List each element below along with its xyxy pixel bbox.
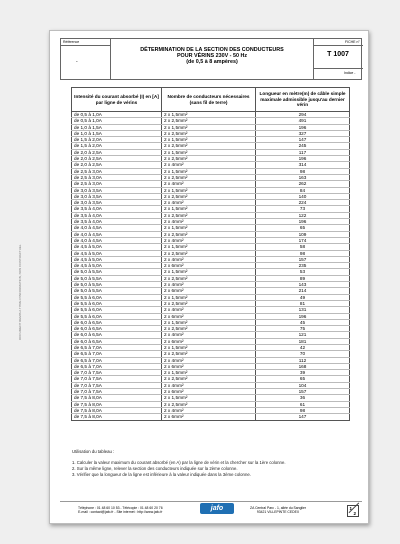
cell-current: de 5,0 à 5,5A — [72, 282, 162, 288]
cell-conductors: 2 x 2,5mm² — [162, 401, 256, 407]
cell-length: 131 — [256, 307, 350, 313]
cell-conductors: 2 x 6mm² — [162, 363, 256, 369]
cell-length: 224 — [256, 200, 350, 206]
fiche-code: T 1007 — [327, 51, 349, 58]
cell-current: de 4,5 à 5,0A — [72, 256, 162, 262]
cell-current: de 4,5 à 5,0A — [72, 263, 162, 269]
cell-current: de 0,5 à 1,0A — [72, 118, 162, 124]
cell-conductors: 2 x 6mm² — [162, 389, 256, 395]
cell-conductors: 2 x 1,5mm² — [162, 137, 256, 143]
cell-length: 245 — [256, 143, 350, 149]
cell-conductors: 2 x 4mm² — [162, 407, 256, 413]
cell-conductors: 2 x 2,5mm² — [162, 130, 256, 136]
cell-length: 163 — [256, 174, 350, 180]
cell-conductors: 2 x 2,5mm² — [162, 231, 256, 237]
cell-current: de 4,0 à 4,5A — [72, 231, 162, 237]
usage-notes — [72, 449, 357, 478]
footer — [60, 501, 362, 519]
cell-length: 262 — [256, 181, 350, 187]
cell-conductors: 2 x 2,5mm² — [162, 376, 256, 382]
cell-current: de 4,5 à 5,0A — [72, 250, 162, 256]
cell-conductors: 2 x 4mm² — [162, 219, 256, 225]
table-body — [72, 112, 350, 421]
cell-length: 196 — [256, 156, 350, 162]
cell-current: de 7,5 à 8,0A — [72, 395, 162, 401]
cell-conductors: 2 x 4mm² — [162, 307, 256, 313]
cell-length: 174 — [256, 237, 350, 243]
footer-contact — [78, 506, 163, 515]
cell-current: de 3,0 à 3,5A — [72, 193, 162, 199]
cell-current: de 4,0 à 4,5A — [72, 225, 162, 231]
cell-current: de 5,0 à 5,5A — [72, 288, 162, 294]
cell-length: 147 — [256, 137, 350, 143]
cell-length: 314 — [256, 162, 350, 168]
cell-current: de 1,5 à 2,0A — [72, 143, 162, 149]
cell-current: de 5,5 à 6,0A — [72, 300, 162, 306]
cell-conductors: 2 x 6mm² — [162, 338, 256, 344]
cell-conductors: 2 x 1,5mm² — [162, 269, 256, 275]
footer-address — [250, 506, 306, 515]
document-title — [113, 47, 311, 65]
cell-current: de 3,0 à 3,5A — [72, 187, 162, 193]
cell-length: 65 — [256, 225, 350, 231]
cell-conductors: 2 x 1,5mm² — [162, 206, 256, 212]
cell-current: de 3,5 à 4,0A — [72, 206, 162, 212]
cell-conductors: 2 x 2,5mm² — [162, 326, 256, 332]
cell-current: de 2,5 à 3,0A — [72, 181, 162, 187]
cell-conductors: 2 x 2,5mm² — [162, 193, 256, 199]
cell-conductors: 2 x 1,5mm² — [162, 395, 256, 401]
cell-length: 214 — [256, 288, 350, 294]
cell-conductors: 2 x 6mm² — [162, 313, 256, 319]
cell-current: de 7,5 à 8,0A — [72, 407, 162, 413]
footer-address-line-1: ZA Central Parc - 1, allée du Sanglier — [250, 506, 306, 510]
cell-length: 117 — [256, 149, 350, 155]
cell-current: de 2,5 à 3,0A — [72, 168, 162, 174]
cell-conductors: 2 x 1,5mm² — [162, 112, 256, 118]
cell-length: 49 — [256, 294, 350, 300]
cell-length: 84 — [256, 187, 350, 193]
cell-conductors: 2 x 2,5mm² — [162, 118, 256, 124]
cell-conductors: 2 x 2,5mm² — [162, 275, 256, 281]
cell-current: de 2,5 à 3,0A — [72, 174, 162, 180]
footer-phone: Téléphone : 01 48 60 10 53 - Télécopie : 01 48 60 20 76 — [78, 506, 163, 510]
side-disclaimer: DOCUMENT REMIS A TITRE D'INFORMATION, NON CONTRACTUEL — [18, 244, 22, 340]
cell-length: 42 — [256, 344, 350, 350]
cell-current: de 3,5 à 4,0A — [72, 219, 162, 225]
cell-length: 235 — [256, 263, 350, 269]
cell-current: de 6,0 à 6,5A — [72, 326, 162, 332]
cell-current: de 7,0 à 7,5A — [72, 389, 162, 395]
usage-step: 1. Calculer la valeur maximum du courant absorbé (en A) par la ligne de vérin et la chercher sur la 1ère colonne. — [72, 460, 286, 465]
cell-current: de 3,5 à 4,0A — [72, 212, 162, 218]
cell-current: de 5,5 à 6,0A — [72, 307, 162, 313]
reference-label: Référence — [63, 40, 80, 44]
header-box — [60, 38, 362, 80]
cell-current: de 6,0 à 6,5A — [72, 332, 162, 338]
column-header-conductors: Nombre de conducteurs nécessaires (sans fil de terre) — [162, 88, 256, 112]
cell-current: de 7,0 à 7,5A — [72, 382, 162, 388]
cell-conductors: 2 x 4mm² — [162, 332, 256, 338]
cell-conductors: 2 x 4mm² — [162, 237, 256, 243]
cell-current: de 0,5 à 1,0A — [72, 112, 162, 118]
reference-value: - — [76, 59, 78, 65]
cell-conductors: 2 x 6mm² — [162, 288, 256, 294]
cell-length: 70 — [256, 351, 350, 357]
cell-conductors: 2 x 2,5mm² — [162, 300, 256, 306]
cell-conductors: 2 x 2,5mm² — [162, 212, 256, 218]
cell-length: 98 — [256, 168, 350, 174]
cell-conductors: 2 x 6mm² — [162, 414, 256, 420]
cell-conductors: 2 x 4mm² — [162, 357, 256, 363]
cell-length: 121 — [256, 332, 350, 338]
cell-conductors: 2 x 4mm² — [162, 162, 256, 168]
cell-conductors: 2 x 6mm² — [162, 263, 256, 269]
cell-conductors: 2 x 1,5mm² — [162, 244, 256, 250]
document-sheet — [49, 30, 369, 524]
cell-current: de 6,5 à 7,0A — [72, 357, 162, 363]
cell-length: 143 — [256, 282, 350, 288]
cell-length: 181 — [256, 338, 350, 344]
cell-conductors: 2 x 4mm² — [162, 282, 256, 288]
cell-length: 147 — [256, 414, 350, 420]
cell-length: 196 — [256, 124, 350, 130]
cell-current: de 2,0 à 2,5A — [72, 149, 162, 155]
cell-conductors: 2 x 2,5mm² — [162, 250, 256, 256]
cell-length: 157 — [256, 256, 350, 262]
cell-conductors: 2 x 1,5mm² — [162, 149, 256, 155]
cell-conductors: 2 x 2,5mm² — [162, 174, 256, 180]
conductor-table — [71, 87, 350, 421]
cell-current: de 6,5 à 7,0A — [72, 351, 162, 357]
cell-current: de 4,5 à 5,0A — [72, 244, 162, 250]
cell-length: 45 — [256, 319, 350, 325]
cell-length: 98 — [256, 407, 350, 413]
cell-current: de 4,0 à 4,5A — [72, 237, 162, 243]
cell-conductors: 2 x 1,5mm² — [162, 225, 256, 231]
cell-current: de 5,5 à 6,0A — [72, 313, 162, 319]
cell-current: de 7,5 à 8,0A — [72, 414, 162, 420]
cell-length: 89 — [256, 275, 350, 281]
cell-conductors: 2 x 1,5mm² — [162, 168, 256, 174]
cell-conductors: 2 x 1,5mm² — [162, 124, 256, 130]
cell-current: de 6,0 à 6,5A — [72, 319, 162, 325]
cell-current: de 2,0 à 2,5A — [72, 156, 162, 162]
cell-conductors: 2 x 4mm² — [162, 181, 256, 187]
usage-intro: Utilisation du tableau : — [72, 449, 115, 454]
column-header-length: Longueur en mètre(m) de câble simple maximale admissible jusqu'au dernier vérin — [256, 88, 350, 112]
cell-length: 491 — [256, 118, 350, 124]
cell-length: 140 — [256, 193, 350, 199]
cell-length: 109 — [256, 231, 350, 237]
cell-current: de 5,0 à 5,5A — [72, 269, 162, 275]
footer-address-line-2: 93421 VILLEPINTE CEDEX — [256, 510, 300, 515]
cell-conductors: 2 x 1,5mm² — [162, 370, 256, 376]
jafo-logo: jafo — [200, 503, 234, 514]
cell-current: de 1,0 à 1,5A — [72, 124, 162, 130]
fiche-label: FICHE n° — [345, 40, 360, 44]
cell-conductors: 2 x 2,5mm² — [162, 156, 256, 162]
cell-current: de 1,0 à 1,5A — [72, 130, 162, 136]
cell-length: 327 — [256, 130, 350, 136]
cell-conductors: 2 x 1,5mm² — [162, 187, 256, 193]
cell-length: 294 — [256, 112, 350, 118]
cell-length: 98 — [256, 250, 350, 256]
page-number: 1 — [349, 506, 353, 511]
cell-current: de 6,5 à 7,0A — [72, 363, 162, 369]
cell-conductors: 2 x 4mm² — [162, 256, 256, 262]
cell-current: de 5,0 à 5,5A — [72, 275, 162, 281]
title-line-1: DÉTERMINATION DE LA SECTION DES CONDUCTEURS — [140, 47, 284, 53]
cell-length: 157 — [256, 389, 350, 395]
page-indicator — [347, 505, 359, 517]
title-line-3: (de 0,5 à 8 ampères) — [186, 59, 238, 65]
usage-step: 2. Sur la même ligne, relever la section des conducteurs indiquée sur la 2ème colonne. — [72, 466, 238, 471]
cell-length: 75 — [256, 326, 350, 332]
cell-current: de 5,5 à 6,0A — [72, 294, 162, 300]
cell-conductors: 2 x 2,5mm² — [162, 143, 256, 149]
cell-current: de 7,0 à 7,5A — [72, 376, 162, 382]
title-line-2: POUR VÉRINS 230V - 50 Hz — [176, 53, 248, 59]
cell-length: 58 — [256, 244, 350, 250]
cell-length: 104 — [256, 382, 350, 388]
page-total: 2 — [353, 510, 357, 516]
cell-conductors: 2 x 1,5mm² — [162, 294, 256, 300]
cell-conductors: 2 x 2,5mm² — [162, 351, 256, 357]
cell-length: 73 — [256, 206, 350, 212]
cell-current: de 1,5 à 2,0A — [72, 137, 162, 143]
column-header-current: Intensité du courant absorbé (I) en [A] par ligne de vérins — [72, 88, 162, 112]
cell-length: 61 — [256, 401, 350, 407]
table-row — [72, 414, 350, 420]
cell-conductors: 2 x 4mm² — [162, 200, 256, 206]
cell-length: 39 — [256, 370, 350, 376]
cell-conductors: 2 x 4mm² — [162, 382, 256, 388]
cell-current: de 6,0 à 6,5A — [72, 338, 162, 344]
cell-current: de 6,5 à 7,0A — [72, 344, 162, 350]
cell-length: 196 — [256, 313, 350, 319]
indice-label: Indice - — [344, 71, 356, 75]
cell-length: 196 — [256, 219, 350, 225]
cell-conductors: 2 x 1,5mm² — [162, 344, 256, 350]
cell-length: 53 — [256, 269, 350, 275]
usage-step: 3. Vérifier que la longueur de la ligne est inférieure à la valeur indiquée dans la 3ème colonne. — [72, 472, 251, 477]
cell-current: de 7,5 à 8,0A — [72, 401, 162, 407]
cell-length: 122 — [256, 212, 350, 218]
footer-email: E-mail : contact@jafo.fr - Site internet : http://www.jafo.fr — [78, 510, 163, 515]
cell-current: de 7,0 à 7,5A — [72, 370, 162, 376]
cell-length: 65 — [256, 376, 350, 382]
cell-current: de 3,0 à 3,5A — [72, 200, 162, 206]
cell-length: 36 — [256, 395, 350, 401]
cell-conductors: 2 x 1,5mm² — [162, 319, 256, 325]
cell-length: 81 — [256, 300, 350, 306]
cell-length: 168 — [256, 363, 350, 369]
cell-length: 112 — [256, 357, 350, 363]
cell-current: de 2,0 à 2,5A — [72, 162, 162, 168]
